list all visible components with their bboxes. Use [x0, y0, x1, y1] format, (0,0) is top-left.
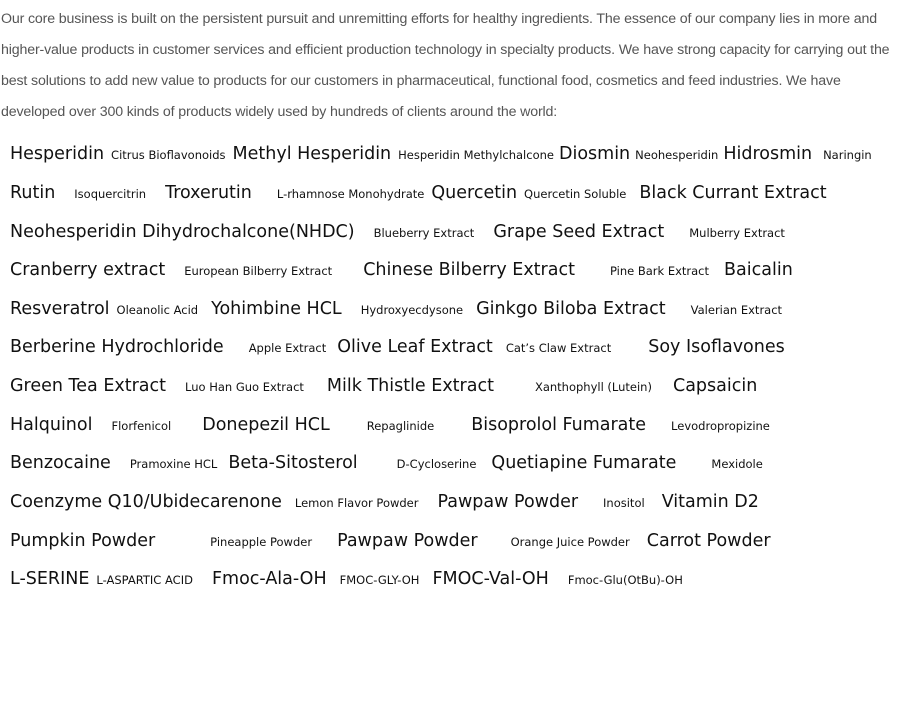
product-tag[interactable]: Berberine Hydrochloride — [10, 337, 224, 357]
product-tag[interactable]: Ginkgo Biloba Extract — [476, 299, 666, 319]
product-tag[interactable]: Repaglinide — [366, 419, 435, 433]
product-tag[interactable]: Luo Han Guo Extract — [185, 380, 304, 394]
product-tag[interactable]: European Bilberry Extract — [184, 264, 333, 278]
tag-row — [10, 376, 757, 402]
product-tag[interactable]: Quercetin Soluble — [524, 187, 627, 201]
product-tag[interactable]: Troxerutin — [165, 183, 252, 203]
tag-row — [10, 260, 793, 286]
product-tag[interactable]: Soy Isoflavones — [648, 337, 785, 357]
product-tag[interactable]: Pine Bark Extract — [609, 264, 710, 278]
product-tag[interactable]: FMOC-GLY-OH — [339, 573, 420, 587]
tag-row — [10, 569, 683, 595]
product-tag[interactable]: Benzocaine — [10, 453, 111, 473]
product-tag[interactable]: Citrus Bioflavonoids — [111, 148, 226, 162]
product-tag[interactable]: Cranberry extract — [10, 260, 166, 280]
product-tag[interactable]: Fmoc-Glu(OtBu)-OH — [567, 573, 683, 587]
product-tag[interactable]: Quetiapine Fumarate — [491, 453, 677, 473]
product-tag[interactable]: Olive Leaf Extract — [337, 337, 493, 357]
product-tag[interactable]: Fmoc-Ala-OH — [211, 569, 327, 589]
tag-row — [10, 299, 782, 325]
product-tag[interactable]: Carrot Powder — [646, 531, 771, 551]
product-tag[interactable]: Chinese Bilberry Extract — [363, 260, 575, 280]
product-tag[interactable]: Pramoxine HCL — [129, 457, 218, 471]
product-tag[interactable]: Pawpaw Powder — [437, 492, 579, 512]
product-tag[interactable]: Isoquercitrin — [74, 187, 147, 201]
product-tag[interactable]: Baicalin — [724, 260, 793, 280]
product-tag[interactable]: Blueberry Extract — [373, 226, 475, 240]
product-tag[interactable]: Pineapple Powder — [210, 535, 313, 549]
product-tag[interactable]: Beta-Sitosterol — [228, 453, 358, 473]
product-tag[interactable]: L-SERINE — [10, 569, 90, 589]
product-tag[interactable]: Donepezil HCL — [202, 415, 330, 435]
product-tag[interactable]: Orange Juice Powder — [510, 535, 630, 549]
product-tag[interactable]: Black Currant Extract — [639, 183, 827, 203]
product-tag[interactable]: Resveratrol — [10, 299, 110, 319]
product-tag[interactable]: Mexidole — [711, 457, 763, 471]
product-tag[interactable]: Lemon Flavor Powder — [294, 496, 419, 510]
tag-row — [10, 531, 771, 557]
product-tag[interactable]: Pumpkin Powder — [10, 531, 156, 551]
product-tag[interactable]: Florfenicol — [111, 419, 172, 433]
product-tag[interactable]: Coenzyme Q10/Ubidecarenone — [10, 492, 282, 512]
product-tag[interactable]: Apple Extract — [248, 341, 327, 355]
product-tag[interactable]: Levodropropizine — [671, 419, 770, 433]
product-tag[interactable]: Vitamin D2 — [661, 492, 759, 512]
tag-row — [10, 415, 770, 441]
product-tag[interactable]: Bisoprolol Fumarate — [471, 415, 647, 435]
product-tag[interactable]: Methyl Hesperidin — [232, 144, 392, 164]
product-tag[interactable]: Pawpaw Powder — [337, 531, 478, 551]
product-tag[interactable]: Hesperidin — [10, 144, 105, 164]
product-tag[interactable]: Oleanolic Acid — [116, 303, 199, 317]
intro-paragraph: Our core business is built on the persistent pursuit and unremitting efforts for healthy ingredients. The essence of our company lies in more and higher-value products in customer services and efficient production technology in specialty products. We have strong capacity for carrying out the best solutions to add new value to products for our customers in pharmaceutical, functional food, cosmetics and feed industries. We have developed over 300 kinds of products widely used by hundreds of clients around the world: — [1, 11, 890, 120]
product-tag[interactable]: Hidrosmin — [723, 144, 813, 164]
product-tag[interactable]: Grape Seed Extract — [493, 222, 665, 242]
product-tag[interactable]: Neohesperidin Dihydrochalcone(NHDC) — [10, 222, 355, 242]
product-tag[interactable]: Valerian Extract — [690, 303, 783, 317]
tag-row — [10, 222, 785, 248]
product-tag[interactable]: Hydroxyecdysone — [360, 303, 464, 317]
product-tag[interactable]: L-rhamnose Monohydrate — [276, 187, 425, 201]
product-tag[interactable]: Green Tea Extract — [10, 376, 167, 396]
tag-row — [10, 492, 759, 518]
product-tag[interactable]: Cat’s Claw Extract — [505, 341, 612, 355]
product-tag[interactable]: Rutin — [10, 183, 56, 203]
product-tag[interactable]: Naringin — [823, 148, 872, 162]
tag-row — [10, 453, 763, 479]
product-tag[interactable]: Yohimbine HCL — [211, 299, 342, 319]
product-tag[interactable]: Diosmin — [558, 144, 631, 164]
tag-row — [10, 144, 872, 170]
product-tag[interactable]: Neohesperidin — [635, 148, 719, 162]
product-tag[interactable]: Quercetin — [431, 183, 518, 203]
tag-row — [10, 337, 785, 363]
product-tag[interactable]: Halquinol — [10, 415, 93, 435]
product-tag[interactable]: Milk Thistle Extract — [326, 376, 494, 396]
product-tag[interactable]: D-Cycloserine — [396, 457, 477, 471]
tag-row — [10, 183, 827, 209]
product-tag[interactable]: L-ASPARTIC ACID — [96, 573, 193, 587]
product-tag[interactable]: Capsaicin — [672, 376, 758, 396]
product-tag[interactable]: Xanthophyll (Lutein) — [534, 380, 652, 394]
product-tag[interactable]: Mulberry Extract — [689, 226, 785, 240]
product-tag[interactable]: FMOC-Val-OH — [432, 569, 549, 589]
product-tag[interactable]: Inositol — [603, 496, 645, 510]
product-tag[interactable]: Hesperidin Methylchalcone — [398, 148, 554, 162]
